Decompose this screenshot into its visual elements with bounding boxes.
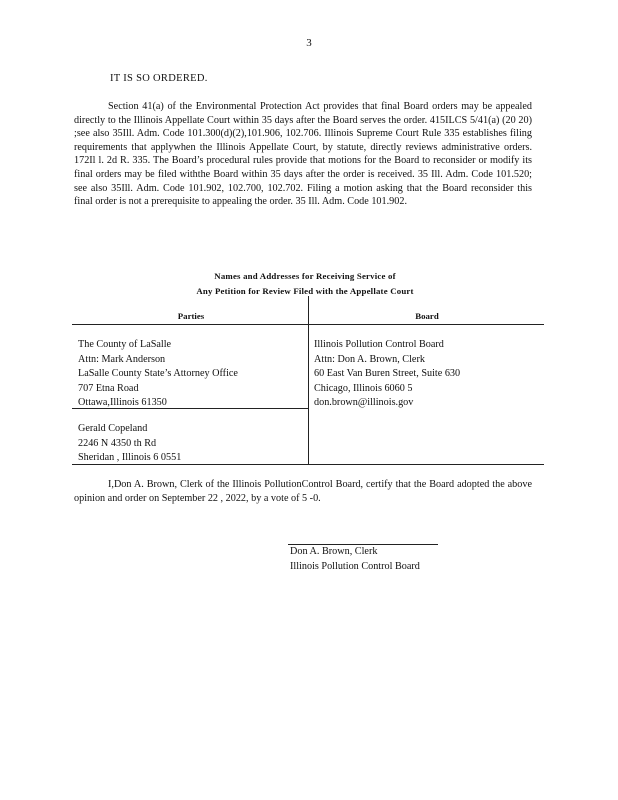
- board-line1: Illinois Pollution Control Board: [314, 339, 444, 350]
- party2-line2: 2246 N 4350 th Rd: [78, 437, 157, 449]
- table-column-divider: [308, 296, 309, 464]
- party1-line3: LaSalle County State’s Attorney Office: [78, 368, 238, 379]
- clerk-certification-text: I,Don A. Brown, Clerk of the Illinois PollutionControl Board, certify that the Board adopted the above opinion and order on September 22 , 2022, by a vote of 5 -0.: [74, 479, 532, 504]
- board-line2: Attn: Don A. Brown, Clerk: [314, 353, 425, 365]
- party-county-lasalle: [78, 338, 238, 411]
- board-contact: [314, 338, 460, 411]
- service-table-caption: [140, 269, 470, 299]
- board-email: don.brown@illinois.gov: [314, 397, 414, 408]
- clerk-certification-paragraph: [74, 478, 532, 505]
- page-number: 3: [306, 37, 312, 49]
- signature-org: Illinois Pollution Control Board: [290, 560, 420, 572]
- party1-line2: Attn: Mark Anderson: [78, 353, 166, 365]
- parties-column-header: Parties: [177, 311, 205, 321]
- so-ordered-line: IT IS SO ORDERED.: [110, 73, 208, 84]
- party1-line5: Ottawa,Illinois 61350: [78, 397, 167, 408]
- signature-block: [290, 545, 420, 574]
- appeal-rights-paragraph: [74, 100, 532, 209]
- party1-line1: The County of LaSalle: [78, 339, 172, 350]
- party-gerald-copeland: [78, 422, 181, 466]
- appeal-rights-text: Section 41(a) of the Environmental Protection Act provides that final Board orders may be appealed directly to the Illinois Appellate Court within 35 days after the Board serves the order. 415ILCS 5/41(a) (20 20) ;see also 35Ill. Adm. Code 101.300(d)(2),101.906, 102.706. Illinois Supreme Court Rule 335 establishes filing requirements that applywhen the Illinois Appellate Court, by statute, directly reviews administrative orders. 172Il l. 2d R. 335. The Board’s procedural rules provide that motions for the Board to reconsider or modify its final orders may be filed withthe Board within 35 days after the order is received. 35 Ill. Adm. Code 101.520; see also 35Ill. Adm. Code 101.902, 102.700, 102.702. Filing a motion asking that the Board reconsider this final order is not a prerequisite to appealing the order. 35 Ill. Adm. Code 101.902.: [74, 101, 532, 208]
- board-column-header: Board: [415, 311, 439, 321]
- party2-line1: Gerald Copeland: [78, 423, 148, 434]
- caption-line-2: Any Petition for Review Filed with the Appellate Court: [196, 286, 414, 296]
- party2-line3: Sheridan , Illinois 6 0551: [78, 452, 182, 463]
- caption-line-1: Names and Addresses for Receiving Service of: [214, 271, 396, 281]
- signature-name: Don A. Brown, Clerk: [290, 546, 378, 557]
- board-line3: 60 East Van Buren Street, Suite 630: [314, 368, 461, 379]
- board-line4: Chicago, Illinois 6060 5: [314, 382, 413, 394]
- party1-line4: 707 Etna Road: [78, 382, 139, 394]
